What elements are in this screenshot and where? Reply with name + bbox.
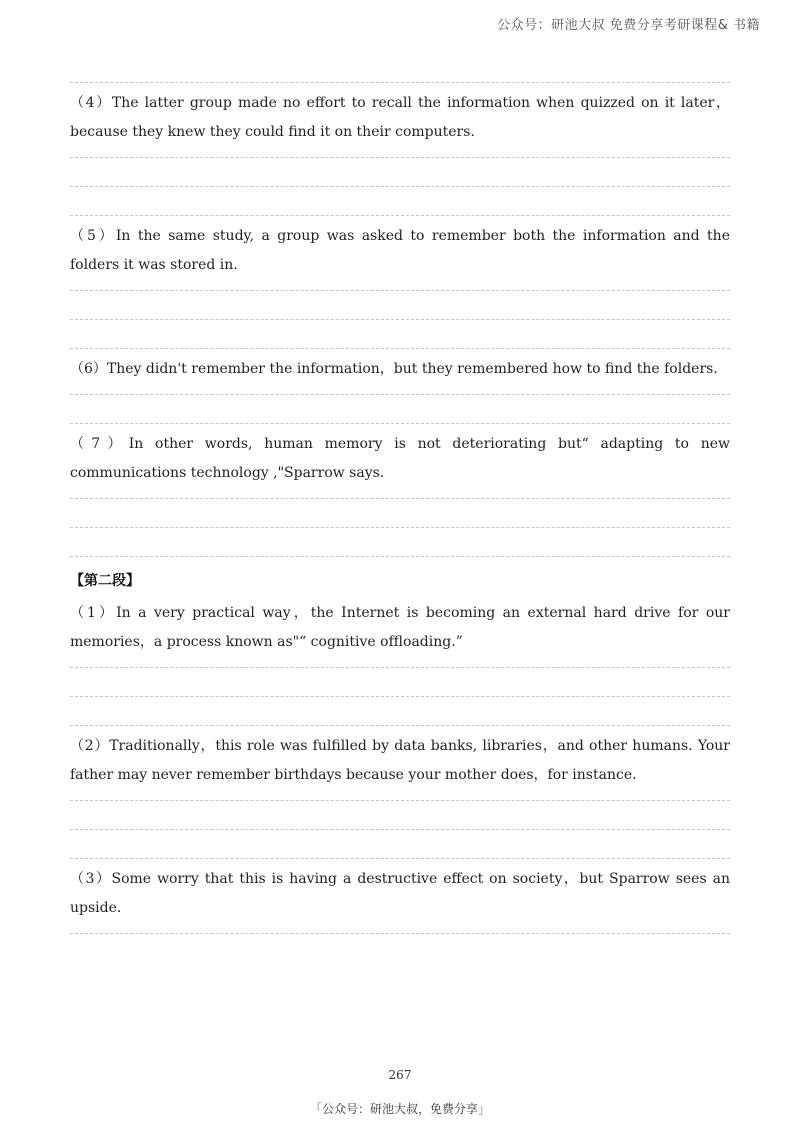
answer-line: [70, 725, 730, 726]
section2-sentence-3: （3）Some worry that this is having a destructive effect on society，but Sparrow sees an upside.: [70, 871, 730, 916]
answer-line: [70, 858, 730, 859]
answer-line: [70, 933, 730, 934]
worksheet-body: [70, 82, 730, 934]
sentence-6: （6）They didn't remember the information，but they remembered how to find the folders.: [70, 361, 718, 377]
answer-line: [70, 556, 730, 557]
answer-line: [70, 348, 730, 349]
sentence-7: （7）In other words, human memory is not deteriorating but“ adapting to new communications technology ,"Sparrow says.: [70, 436, 730, 481]
section2-sentence-2: （2）Traditionally，this role was fulfilled by data banks, libraries，and other humans. Your father may never remember birthdays because your mother does，for instance.: [70, 738, 730, 783]
section2-sentence-1: （1）In a very practical way，the Internet is becoming an external hard drive for our memories，a process known as"“ cognitive offloading.”: [70, 605, 730, 650]
sentence-5: （5）In the same study, a group was asked to remember both the information and the folders it was stored in.: [70, 228, 730, 273]
answer-line: [70, 82, 730, 83]
section-title: 【第二段】: [70, 573, 140, 589]
sentence-4: （4）The latter group made no effort to recall the information when quizzed on it later，because they knew they could find it on their computers.: [70, 95, 730, 140]
page-header: 公众号：研池大叔 免费分享考研课程& 书籍: [497, 18, 760, 33]
answer-line: [70, 423, 730, 424]
page-footer: 「公众号：研池大叔，免费分享」: [309, 1102, 490, 1116]
page-number: 267: [388, 1068, 412, 1082]
answer-line: [70, 215, 730, 216]
